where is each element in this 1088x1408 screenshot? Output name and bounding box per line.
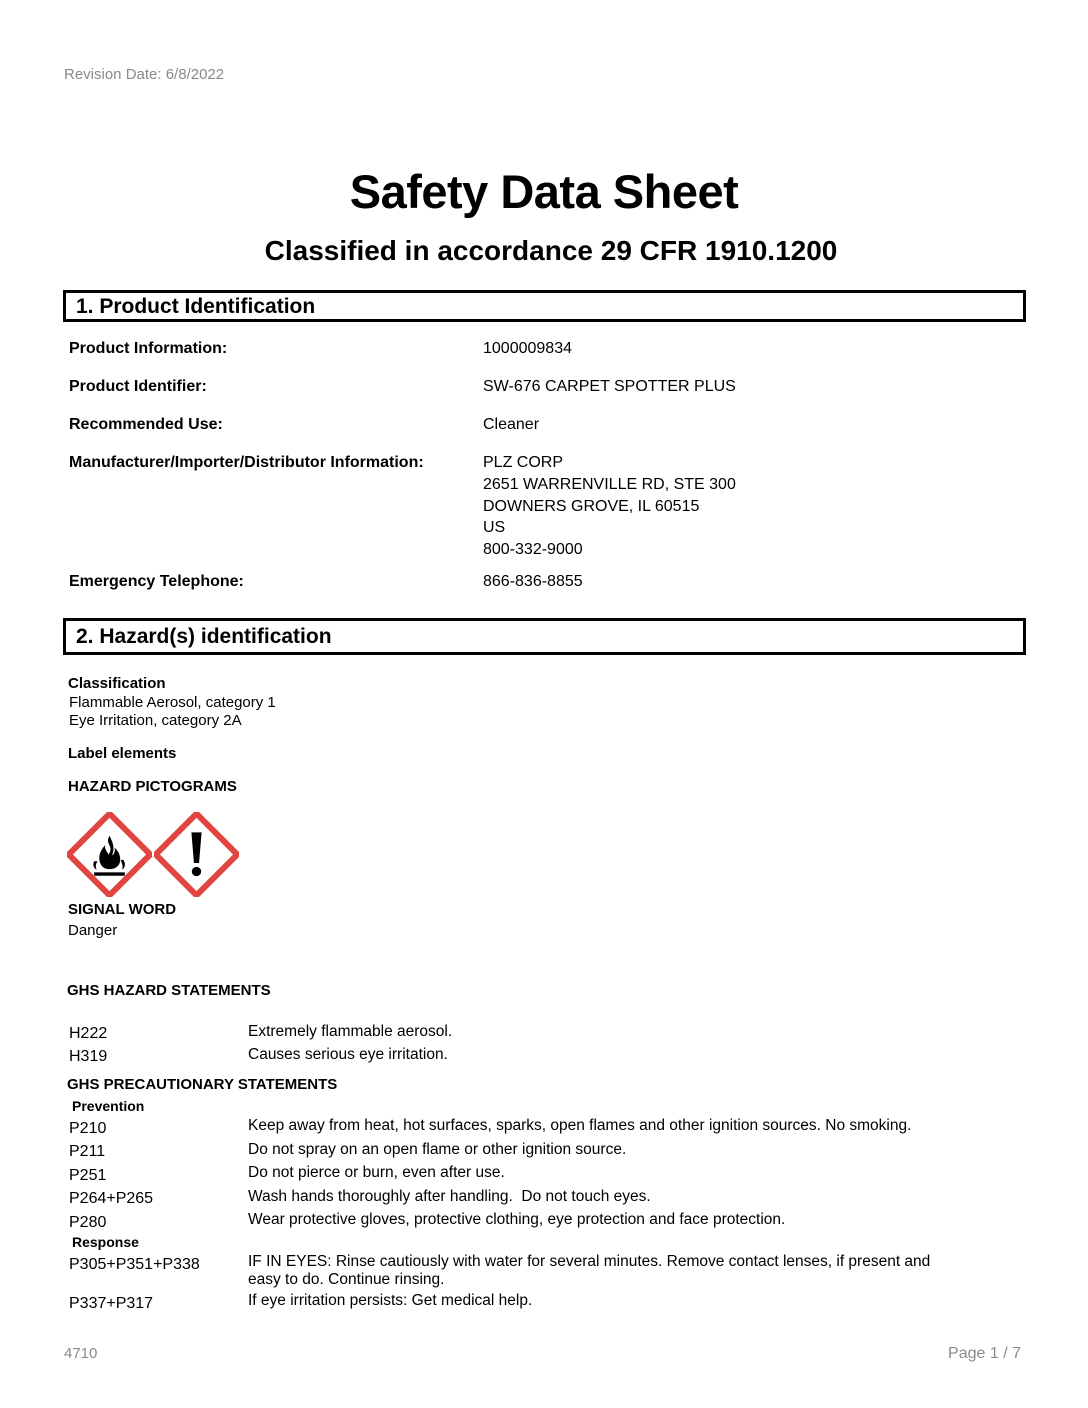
product-information-value: 1000009834: [483, 340, 572, 357]
classification-heading: Classification: [68, 675, 166, 692]
manufacturer-line: 800-332-9000: [483, 541, 583, 559]
hazard-text: Extremely flammable aerosol.: [248, 1023, 453, 1040]
exclamation-pictogram-icon: [154, 812, 239, 897]
manufacturer-line: US: [483, 519, 506, 537]
section-1-header: [63, 290, 1026, 322]
section-2-title: 2. Hazard(s) identification: [76, 625, 332, 648]
hazard-code: H319: [69, 1048, 108, 1065]
precaution-code: P305+P351+P338: [69, 1256, 200, 1273]
product-identifier-value: SW-676 CARPET SPOTTER PLUS: [483, 378, 736, 395]
manufacturer-label: Manufacturer/Importer/Distributor Information:: [69, 454, 424, 471]
label-elements-heading: Label elements: [68, 745, 177, 762]
precaution-code: P264+P265: [69, 1190, 154, 1207]
ghs-precautionary-statements-heading: GHS PRECAUTIONARY STATEMENTS: [67, 1076, 338, 1093]
flame-pictogram-icon: [67, 812, 152, 897]
section-1-title: 1. Product Identification: [76, 295, 316, 318]
hazard-code: H222: [69, 1025, 108, 1042]
precaution-code: P210: [69, 1120, 107, 1137]
precaution-text: Keep away from heat, hot surfaces, sparks, open flames and other ignition sources. No smoking.: [248, 1117, 912, 1134]
precaution-text: IF IN EYES: Rinse cautiously with water for several minutes. Remove contact lenses, if present and: [248, 1253, 931, 1270]
recommended-use-label: Recommended Use:: [69, 416, 223, 433]
document-title: Safety Data Sheet: [349, 165, 739, 218]
classification-item: Eye Irritation, category 2A: [69, 712, 242, 729]
hazard-text: Causes serious eye irritation.: [248, 1046, 448, 1063]
emergency-telephone-label: Emergency Telephone:: [69, 573, 244, 590]
precaution-text: If eye irritation persists: Get medical help.: [248, 1292, 533, 1309]
section-2-header: [63, 618, 1026, 655]
emergency-telephone-value: 866-836-8855: [483, 573, 583, 590]
prevention-heading: Prevention: [72, 1098, 145, 1114]
footer-document-number: 4710: [64, 1345, 98, 1362]
precaution-code: P211: [69, 1143, 106, 1160]
response-heading: Response: [72, 1234, 139, 1250]
product-information-label: Product Information:: [69, 340, 228, 357]
precaution-text: Wear protective gloves, protective clothing, eye protection and face protection.: [248, 1211, 786, 1228]
signal-word-heading: SIGNAL WORD: [68, 901, 177, 918]
classification-item: Flammable Aerosol, category 1: [69, 694, 276, 711]
precaution-code: P251: [69, 1167, 107, 1184]
precaution-text-continued: easy to do. Continue rinsing.: [248, 1271, 445, 1288]
document-subtitle: Classified in accordance 29 CFR 1910.1200: [264, 235, 838, 266]
revision-date: Revision Date: 6/8/2022: [64, 66, 225, 83]
hazard-pictograms-heading: HAZARD PICTOGRAMS: [68, 778, 237, 795]
product-identifier-label: Product Identifier:: [69, 378, 207, 395]
precaution-text: Wash hands thoroughly after handling. Do not touch eyes.: [248, 1188, 651, 1205]
manufacturer-address: [483, 452, 736, 561]
recommended-use-value: Cleaner: [483, 416, 540, 433]
precaution-text: Do not spray on an open flame or other ignition source.: [248, 1141, 627, 1158]
footer-page-number: Page 1 / 7: [948, 1345, 1021, 1362]
precaution-text: Do not pierce or burn, even after use.: [248, 1164, 505, 1181]
precaution-code: P280: [69, 1214, 107, 1231]
manufacturer-line: DOWNERS GROVE, IL 60515: [483, 497, 700, 515]
ghs-hazard-statements-heading: GHS HAZARD STATEMENTS: [67, 982, 271, 999]
signal-word-value: Danger: [68, 922, 118, 939]
manufacturer-line: PLZ CORP: [483, 454, 564, 471]
manufacturer-line: 2651 WARRENVILLE RD, STE 300: [483, 475, 736, 493]
precaution-code: P337+P317: [69, 1295, 154, 1312]
